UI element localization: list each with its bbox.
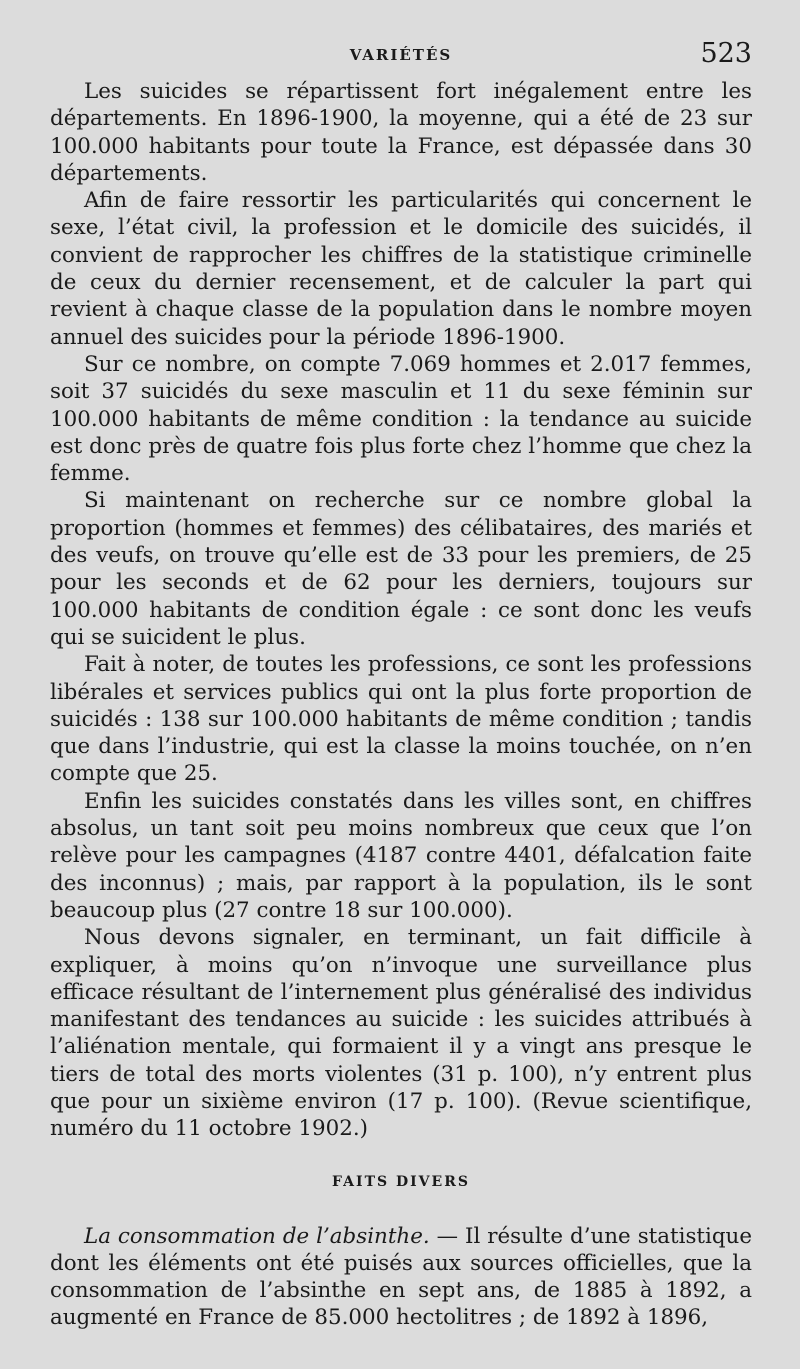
paragraph: Enfin les suicides constatés dans les villes sont, en chiffres absolus, un tant soit peu moins nombreux que ceux que l’on relève pour les campagnes (4187 contre 4401, défalcation faite des inconnus) ; mais, par rapport à la population, ils le sont beaucoup plus (27 contre 18 sur 100.000). [50, 788, 752, 923]
article-body [50, 78, 752, 1332]
page-header [50, 38, 752, 78]
paragraph: Sur ce nombre, on compte 7.069 hommes et 2.017 femmes, soit 37 suicidés du sexe masculin et 11 du sexe féminin sur 100.000 habitants de même condition : la tendance au suicide est donc près de quatre fois plus forte chez l’homme que chez la femme. [50, 351, 752, 487]
paragraph: Afin de faire ressortir les particularités qui concernent le sexe, l’état civil, la profession et le domicile des suicidés, il convient de rapprocher les chiffres de la statistique criminelle de ceux du dernier recensement, et de calculer la part qui revient à chaque classe de la population dans le nombre moyen annuel des suicides pour la période 1896-1900. [50, 188, 752, 350]
item-title: La consommation de l’absinthe. [84, 1223, 430, 1249]
paragraph: Fait à noter, de toutes les professions, ce sont les professions libérales et services publics qui ont la plus forte proportion de suicidés : 138 sur 100.000 habitants de même condition ; tandis que dans l’industrie, qui est la classe la moins touchée, on n’en compte que 25. [50, 652, 752, 787]
running-head: VARIÉTÉS [349, 46, 453, 64]
paragraph: Les suicides se répartissent fort inégalement entre les départements. En 1896-1900, la moyenne, qui a été de 23 sur 100.000 habitants pour toute la France, est dépassée dans 30 départements. [50, 79, 752, 186]
page-number: 523 [700, 38, 752, 69]
faits-divers-item [50, 1223, 752, 1332]
item-text: — Il résulte d’une statistique dont les éléments ont été puisés aux sources officielles, que la consommation de l’absinthe en sept ans, de 1885 à 1892, a augmenté en France de 85.000 hectolitres ; de 1892 à 1896, [50, 1223, 752, 1331]
paragraph: Si maintenant on recherche sur ce nombre global la proportion (hommes et femmes) des célibataires, des mariés et des veufs, on trouve qu’elle est de 33 pour les premiers, de 25 pour les seconds et de 62 pour les derniers, toujours sur 100.000 habitants de condition égale : ce sont donc les veufs qui se suicident le plus. [50, 488, 752, 650]
paragraph: Nous devons signaler, en terminant, un fait difficile à expliquer, à moins qu’on n’invoque une surveillance plus efficace résultant de l’internement plus généralisé des individus manifestant des tendances au suicide : les suicides attribués à l’aliénation mentale, qui formaient il y a vingt ans presque le tiers de total des morts violentes (31 p. 100), n’y entrent plus que pour un sixième environ (17 p. 100). (Revue scientifique, numéro du 11 octobre 1902.) [50, 925, 752, 1142]
section-title: FAITS DIVERS [332, 1173, 470, 1190]
